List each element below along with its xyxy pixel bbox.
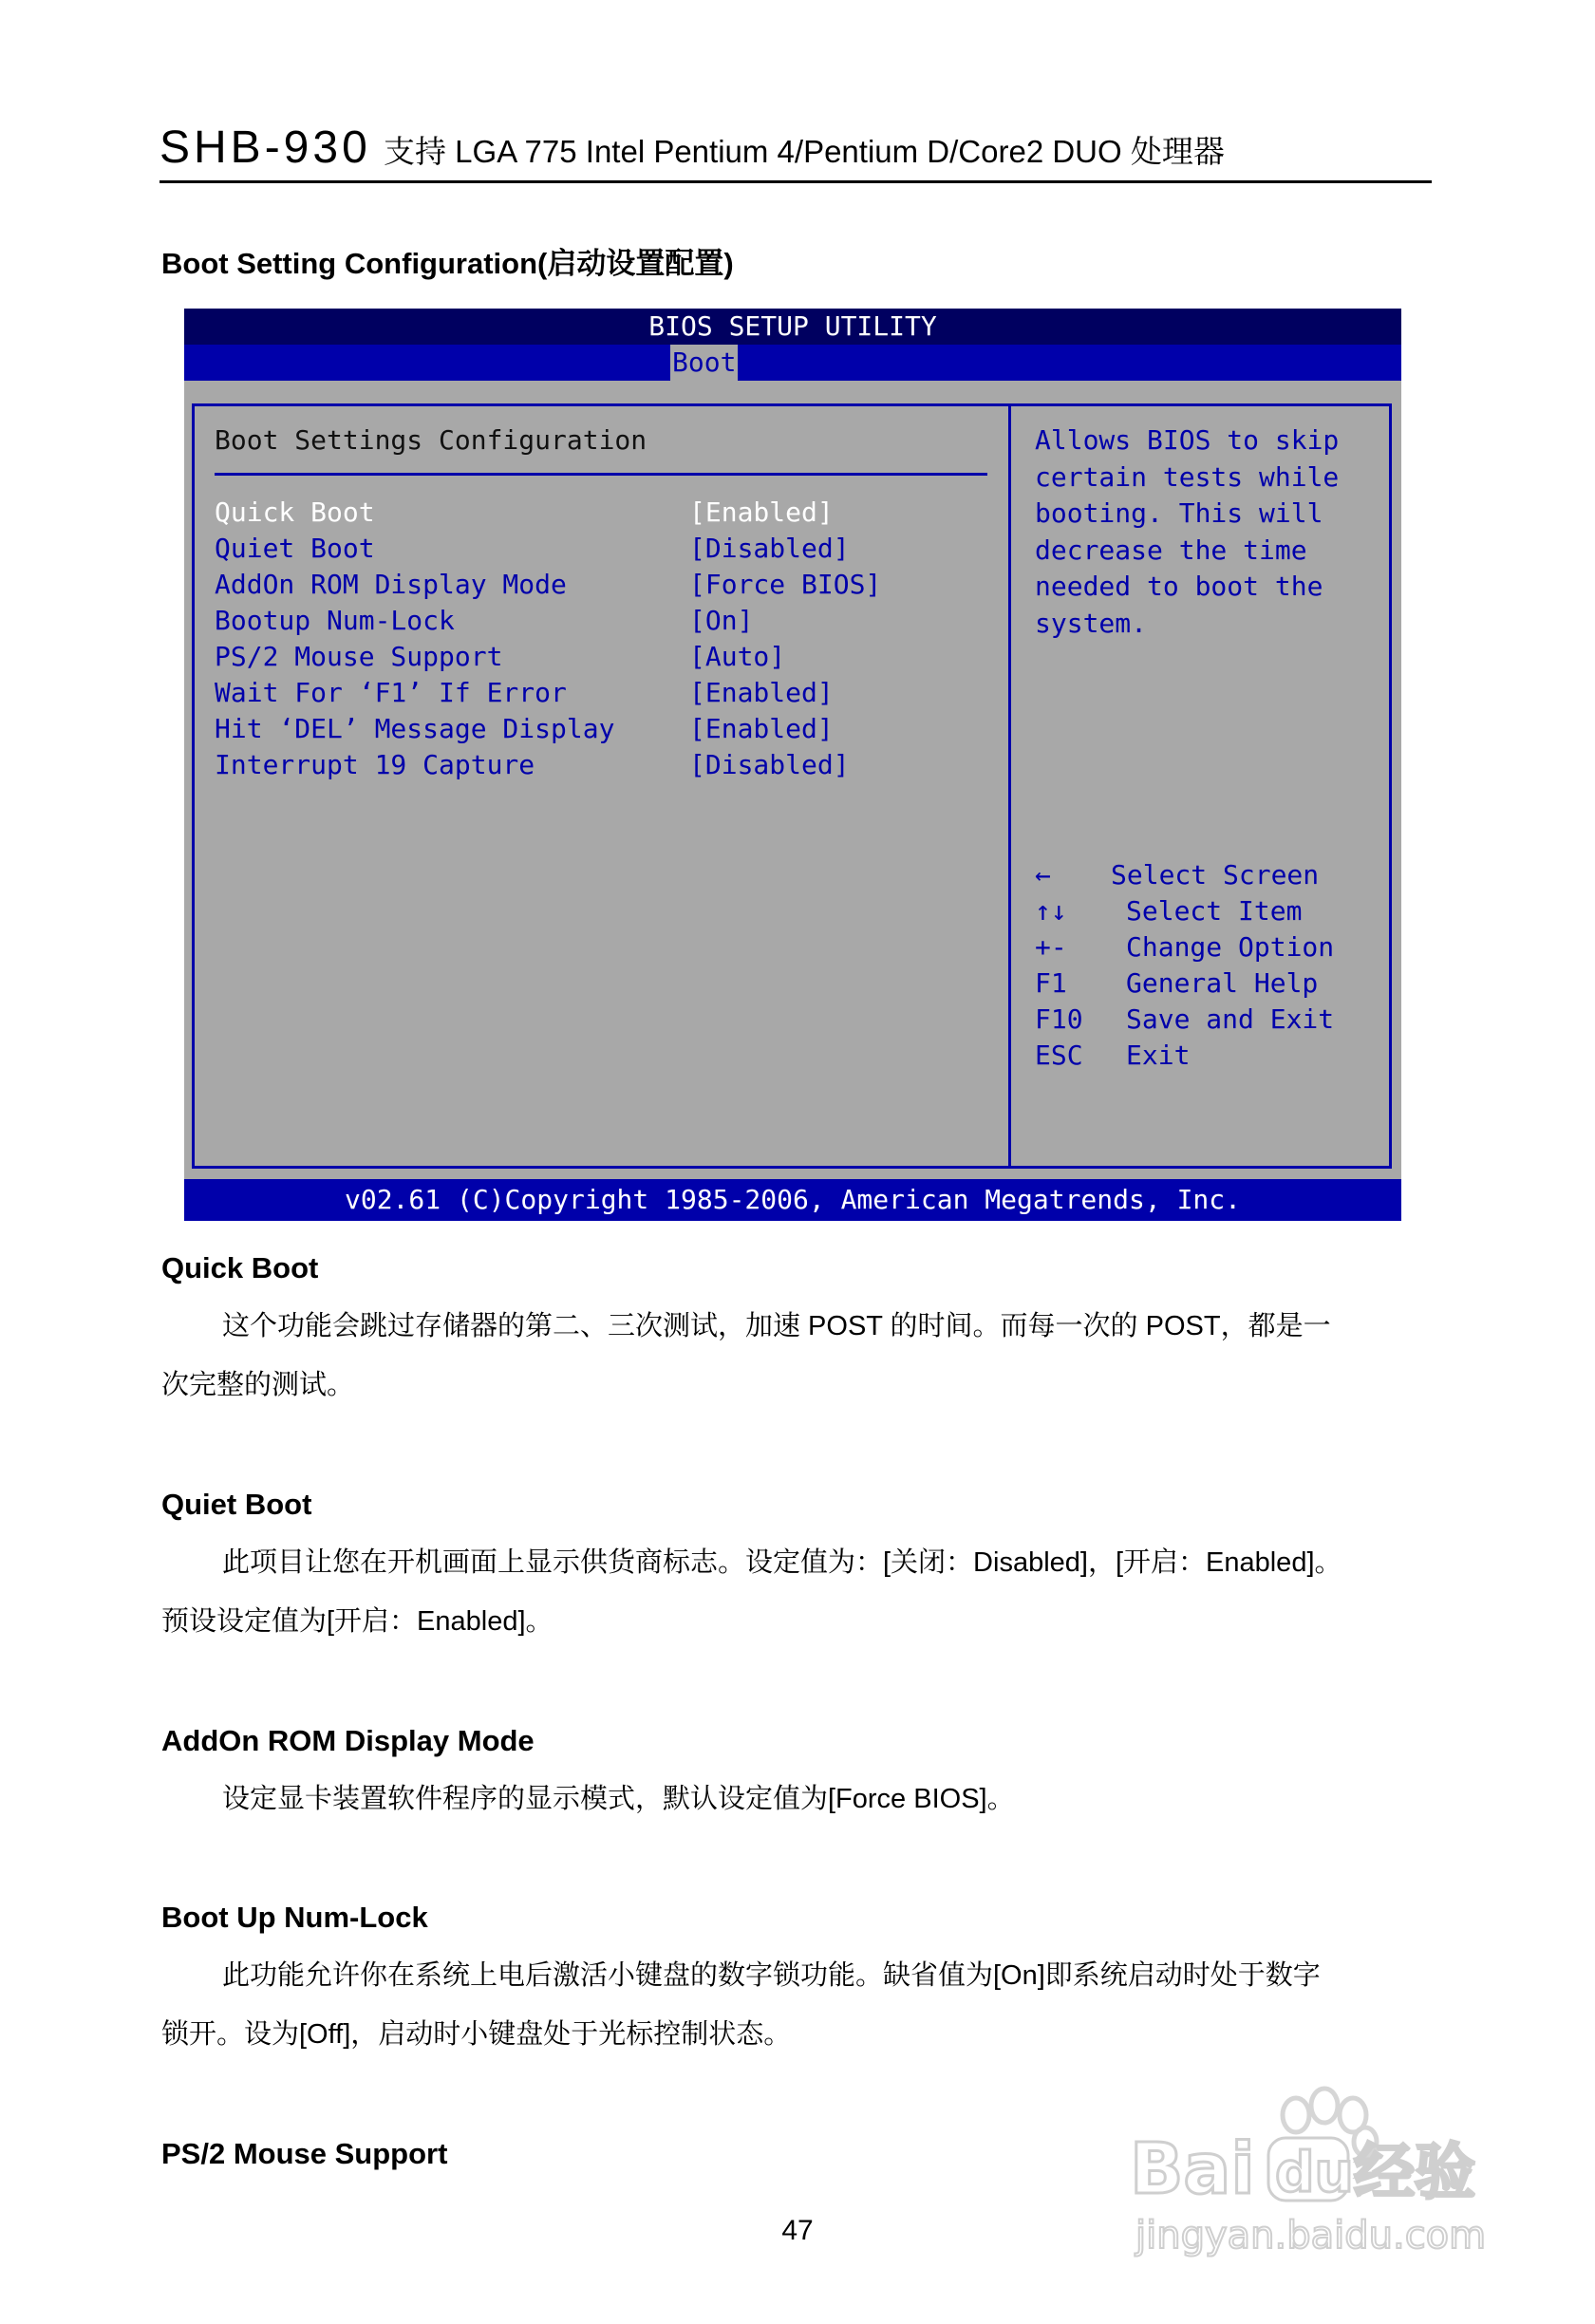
key-action: Save and Exit — [1126, 1003, 1335, 1035]
setting-label: Bootup Num-Lock — [215, 605, 455, 636]
setting-row-ps2-mouse-support[interactable] — [215, 639, 993, 675]
section-body-quiet-boot — [161, 1533, 1434, 1651]
setting-row-quiet-boot[interactable] — [215, 531, 993, 567]
bios-help-text — [1035, 422, 1386, 642]
bios-heading-rule — [215, 473, 987, 476]
setting-value[interactable]: [Enabled] — [689, 677, 834, 708]
paragraph-line: 锁开。设为[Off]，启动时小键盘处于光标控制状态。 — [161, 2019, 792, 2050]
key-legend-item — [1035, 965, 1386, 1002]
left-arrow-icon: ← — [1035, 859, 1051, 890]
setting-row-hit-del-message[interactable] — [215, 711, 993, 747]
key-legend-item — [1035, 1002, 1386, 1038]
help-line: booting. This will — [1035, 497, 1323, 529]
paragraph-line: 此功能允许你在系统上电后激活小键盘的数字锁功能。缺省值为[On]即系统启动时处于数字 — [222, 1960, 1321, 1991]
setting-label: Interrupt 19 Capture — [215, 749, 535, 780]
key-label: ESC — [1035, 1040, 1083, 1071]
setting-label: Quick Boot — [215, 497, 375, 528]
setting-label: Quiet Boot — [215, 533, 375, 564]
tab-boot[interactable]: Boot — [670, 345, 738, 381]
setting-value[interactable]: [Disabled] — [689, 533, 850, 564]
setting-label: PS/2 Mouse Support — [215, 641, 503, 672]
page-number: 47 — [781, 2215, 814, 2246]
section-title-quiet-boot: Quiet Boot — [161, 1488, 312, 1521]
section-title-ps2-mouse-support: PS/2 Mouse Support — [161, 2137, 448, 2170]
setting-value[interactable]: [Force BIOS] — [689, 569, 882, 600]
setting-label: AddOn ROM Display Mode — [215, 569, 567, 600]
bios-key-legend — [1035, 857, 1386, 1074]
help-line: needed to boot the — [1035, 571, 1323, 602]
key-action: Select Item — [1126, 895, 1303, 927]
setting-value[interactable]: [Enabled] — [689, 713, 834, 744]
up-down-arrow-icon: ↑↓ — [1035, 895, 1067, 927]
key-legend-item — [1035, 929, 1386, 965]
setting-value[interactable]: [On] — [689, 605, 754, 636]
key-action: Select Screen — [1111, 859, 1320, 890]
key-action: Exit — [1126, 1040, 1191, 1071]
svg-text:Bai: Bai — [1130, 2128, 1255, 2210]
paragraph-line: 此项目让您在开机画面上显示供货商标志。设定值为：[关闭：Disabled]，[开启：Enabled]。 — [222, 1547, 1342, 1578]
section-heading: Boot Setting Configuration(启动设置配置) — [161, 247, 734, 280]
section-body-boot-up-num-lock — [161, 1946, 1434, 2064]
setting-label: Hit ‘DEL’ Message Display — [215, 713, 615, 744]
help-line: decrease the time — [1035, 534, 1307, 566]
bios-copyright-bar: v02.61 (C)Copyright 1985-2006, American Megatrends, Inc. — [184, 1179, 1401, 1221]
key-action: Change Option — [1126, 931, 1335, 963]
section-title-boot-up-num-lock: Boot Up Num-Lock — [161, 1901, 428, 1934]
key-legend-item — [1035, 857, 1386, 893]
section-body-addon-rom — [161, 1770, 1434, 1828]
setting-label: Wait For ‘F1’ If Error — [215, 677, 567, 708]
bios-screenshot — [184, 309, 1401, 1221]
key-legend-item — [1035, 1038, 1386, 1074]
paragraph-line: 这个功能会跳过存储器的第二、三次测试，加速 POST 的时间。而每一次的 POST，都是一 — [222, 1311, 1331, 1341]
header-subtitle: 支持 LGA 775 Intel Pentium 4/Pentium D/Core2 DUO 处理器 — [384, 134, 1225, 169]
setting-value[interactable]: [Enabled] — [689, 497, 834, 528]
setting-value[interactable]: [Disabled] — [689, 749, 850, 780]
setting-row-quick-boot[interactable] — [215, 495, 993, 531]
bios-settings-list — [215, 495, 993, 783]
help-line: certain tests while — [1035, 460, 1340, 493]
paragraph-line: 预设设定值为[开启：Enabled]。 — [161, 1606, 554, 1637]
key-label: +- — [1035, 931, 1067, 963]
help-line: Allows BIOS to skip — [1035, 424, 1340, 456]
help-line: system. — [1035, 607, 1148, 639]
setting-row-addon-rom-display-mode[interactable] — [215, 567, 993, 603]
setting-row-wait-for-f1[interactable] — [215, 675, 993, 711]
bios-title-bar: BIOS SETUP UTILITY — [184, 309, 1401, 345]
paragraph-line: 次完整的测试。 — [161, 1370, 355, 1400]
svg-text:du: du — [1275, 2140, 1354, 2204]
model-name: SHB-930 — [160, 122, 371, 173]
svg-text:经验: 经验 — [1354, 2138, 1475, 2208]
setting-row-bootup-num-lock[interactable] — [215, 603, 993, 639]
key-label: F1 — [1035, 967, 1067, 999]
key-legend-item — [1035, 893, 1386, 929]
paragraph-line: 设定显卡装置软件程序的显示模式，默认设定值为[Force BIOS]。 — [222, 1784, 1015, 1814]
section-body-quick-boot — [161, 1297, 1434, 1415]
setting-row-interrupt-19-capture[interactable] — [215, 747, 993, 783]
section-title-addon-rom: AddOn ROM Display Mode — [161, 1724, 535, 1757]
bios-panel-divider — [1008, 403, 1011, 1169]
bios-menu-bar — [184, 345, 1401, 381]
svg-text:jingyan.baidu.com: jingyan.baidu.com — [1135, 2214, 1487, 2258]
key-label: F10 — [1035, 1003, 1083, 1035]
section-title-quick-boot: Quick Boot — [161, 1251, 319, 1284]
setting-value[interactable]: [Auto] — [689, 641, 786, 672]
bios-panel-heading: Boot Settings Configuration — [215, 424, 647, 456]
page-header — [160, 120, 1432, 183]
key-action: General Help — [1126, 967, 1319, 999]
